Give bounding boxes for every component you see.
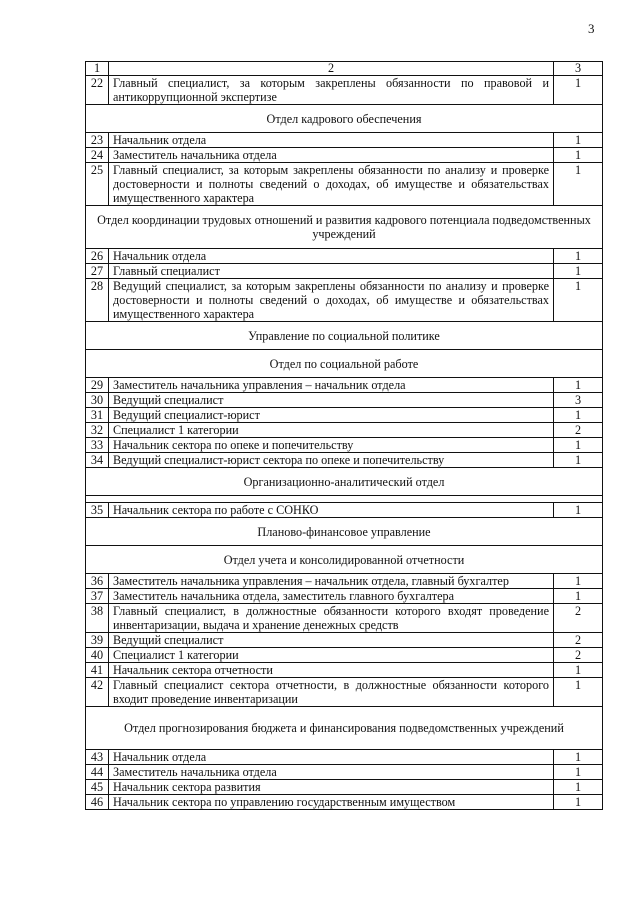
position-count: 1: [554, 378, 603, 393]
position-count: 3: [554, 393, 603, 408]
position-title: Начальник отдела: [109, 133, 554, 148]
table-row: [86, 574, 603, 589]
spacer-row: [86, 496, 603, 503]
row-number: 38: [86, 604, 109, 633]
table-row: [86, 133, 603, 148]
position-count: 1: [554, 133, 603, 148]
section-heading-row: [86, 707, 603, 750]
position-count: 2: [554, 648, 603, 663]
position-title: Главный специалист сектора отчетности, в должностные обязанности которого входит проведение инвентаризации: [109, 678, 554, 707]
position-title: Главный специалист: [109, 264, 554, 279]
table-header-row: [86, 62, 603, 76]
row-number: 24: [86, 148, 109, 163]
table-row: [86, 648, 603, 663]
section-heading-row: [86, 105, 603, 133]
position-title: Заместитель начальника отдела: [109, 148, 554, 163]
position-title: Заместитель начальника отдела: [109, 765, 554, 780]
table-row: [86, 264, 603, 279]
table-row: [86, 795, 603, 810]
position-count: 1: [554, 453, 603, 468]
position-count: 1: [554, 795, 603, 810]
position-title: Заместитель начальника управления – начальник отдела, главный бухгалтер: [109, 574, 554, 589]
row-number: 30: [86, 393, 109, 408]
row-number: 44: [86, 765, 109, 780]
position-title: Ведущий специалист, за которым закреплены обязанности по анализу и проверке достоверности и полноты сведений о доходах, об имуществе и обязательствах имущественного характера: [109, 279, 554, 322]
row-number: 29: [86, 378, 109, 393]
row-number: 32: [86, 423, 109, 438]
table-row: [86, 408, 603, 423]
position-count: 1: [554, 76, 603, 105]
header-col-number: 1: [86, 62, 109, 76]
position-title: Начальник сектора по опеке и попечительству: [109, 438, 554, 453]
row-number: 46: [86, 795, 109, 810]
position-count: 1: [554, 148, 603, 163]
table-row: [86, 423, 603, 438]
row-number: 37: [86, 589, 109, 604]
section-heading-row: [86, 206, 603, 249]
position-title: Ведущий специалист: [109, 633, 554, 648]
header-col-count: 3: [554, 62, 603, 76]
row-number: 23: [86, 133, 109, 148]
position-count: 1: [554, 765, 603, 780]
table-row: [86, 503, 603, 518]
table-row: [86, 663, 603, 678]
row-number: 35: [86, 503, 109, 518]
table-row: [86, 765, 603, 780]
section-heading-row: [86, 350, 603, 378]
table-row: [86, 604, 603, 633]
table-row: [86, 678, 603, 707]
position-title: Начальник сектора развития: [109, 780, 554, 795]
header-col-position: 2: [109, 62, 554, 76]
position-count: 1: [554, 589, 603, 604]
position-count: 1: [554, 264, 603, 279]
table-row: [86, 163, 603, 206]
position-count: 1: [554, 780, 603, 795]
position-title: Начальник сектора по работе с СОНКО: [109, 503, 554, 518]
table-row: [86, 148, 603, 163]
row-number: 45: [86, 780, 109, 795]
section-heading-row: [86, 322, 603, 350]
table-row: [86, 393, 603, 408]
table-row: [86, 780, 603, 795]
position-title: Главный специалист, за которым закреплены обязанности по правовой и антикоррупционной экспертизе: [109, 76, 554, 105]
position-title: Главный специалист, в должностные обязанности которого входят проведение инвентаризации, выдача и хранение денежных средств: [109, 604, 554, 633]
section-heading-row: [86, 518, 603, 546]
table-row: [86, 589, 603, 604]
row-number: 41: [86, 663, 109, 678]
position-count: 1: [554, 574, 603, 589]
position-count: 1: [554, 408, 603, 423]
position-count: 1: [554, 438, 603, 453]
table-row: [86, 750, 603, 765]
position-count: 1: [554, 663, 603, 678]
table-row: [86, 249, 603, 264]
row-number: 42: [86, 678, 109, 707]
position-title: Начальник отдела: [109, 249, 554, 264]
position-count: 1: [554, 279, 603, 322]
row-number: 33: [86, 438, 109, 453]
page-number: 3: [588, 21, 595, 36]
table-row: [86, 438, 603, 453]
position-title: Ведущий специалист: [109, 393, 554, 408]
position-title: Специалист 1 категории: [109, 423, 554, 438]
position-title: Заместитель начальника управления – начальник отдела: [109, 378, 554, 393]
position-count: 1: [554, 249, 603, 264]
section-heading: Отдел кадрового обеспечения: [86, 105, 603, 133]
position-count: 2: [554, 604, 603, 633]
position-title: Начальник сектора отчетности: [109, 663, 554, 678]
position-count: 1: [554, 678, 603, 707]
position-title: Заместитель начальника отдела, заместитель главного бухгалтера: [109, 589, 554, 604]
staff-positions-table: [85, 61, 603, 810]
position-title: Ведущий специалист-юрист сектора по опеке и попечительству: [109, 453, 554, 468]
position-title: Главный специалист, за которым закреплены обязанности по анализу и проверке достоверности и полноты сведений о доходах, об имуществе и обязательствах имущественного характера: [109, 163, 554, 206]
table-row: [86, 76, 603, 105]
section-heading: Планово-финансовое управление: [86, 518, 603, 546]
section-heading: Организационно-аналитический отдел: [86, 468, 603, 496]
row-number: 22: [86, 76, 109, 105]
section-heading: Отдел по социальной работе: [86, 350, 603, 378]
position-title: Начальник отдела: [109, 750, 554, 765]
row-number: 43: [86, 750, 109, 765]
row-number: 39: [86, 633, 109, 648]
position-title: Начальник сектора по управлению государственным имуществом: [109, 795, 554, 810]
row-number: 26: [86, 249, 109, 264]
row-number: 31: [86, 408, 109, 423]
table-row: [86, 378, 603, 393]
position-title: Специалист 1 категории: [109, 648, 554, 663]
position-count: 2: [554, 633, 603, 648]
spacer-cell: [86, 496, 603, 503]
row-number: 25: [86, 163, 109, 206]
table-row: [86, 633, 603, 648]
row-number: 27: [86, 264, 109, 279]
section-heading: Отдел учета и консолидированной отчетности: [86, 546, 603, 574]
position-title: Ведущий специалист-юрист: [109, 408, 554, 423]
section-heading: Отдел координации трудовых отношений и развития кадрового потенциала подведомственных учреждений: [86, 206, 603, 249]
table-row: [86, 279, 603, 322]
row-number: 28: [86, 279, 109, 322]
row-number: 40: [86, 648, 109, 663]
section-heading-row: [86, 468, 603, 496]
section-heading-row: [86, 546, 603, 574]
position-count: 1: [554, 750, 603, 765]
row-number: 34: [86, 453, 109, 468]
row-number: 36: [86, 574, 109, 589]
position-count: 1: [554, 503, 603, 518]
section-heading: Управление по социальной политике: [86, 322, 603, 350]
table-row: [86, 453, 603, 468]
section-heading: Отдел прогнозирования бюджета и финансирования подведомственных учреждений: [86, 707, 603, 750]
position-count: 1: [554, 163, 603, 206]
position-count: 2: [554, 423, 603, 438]
